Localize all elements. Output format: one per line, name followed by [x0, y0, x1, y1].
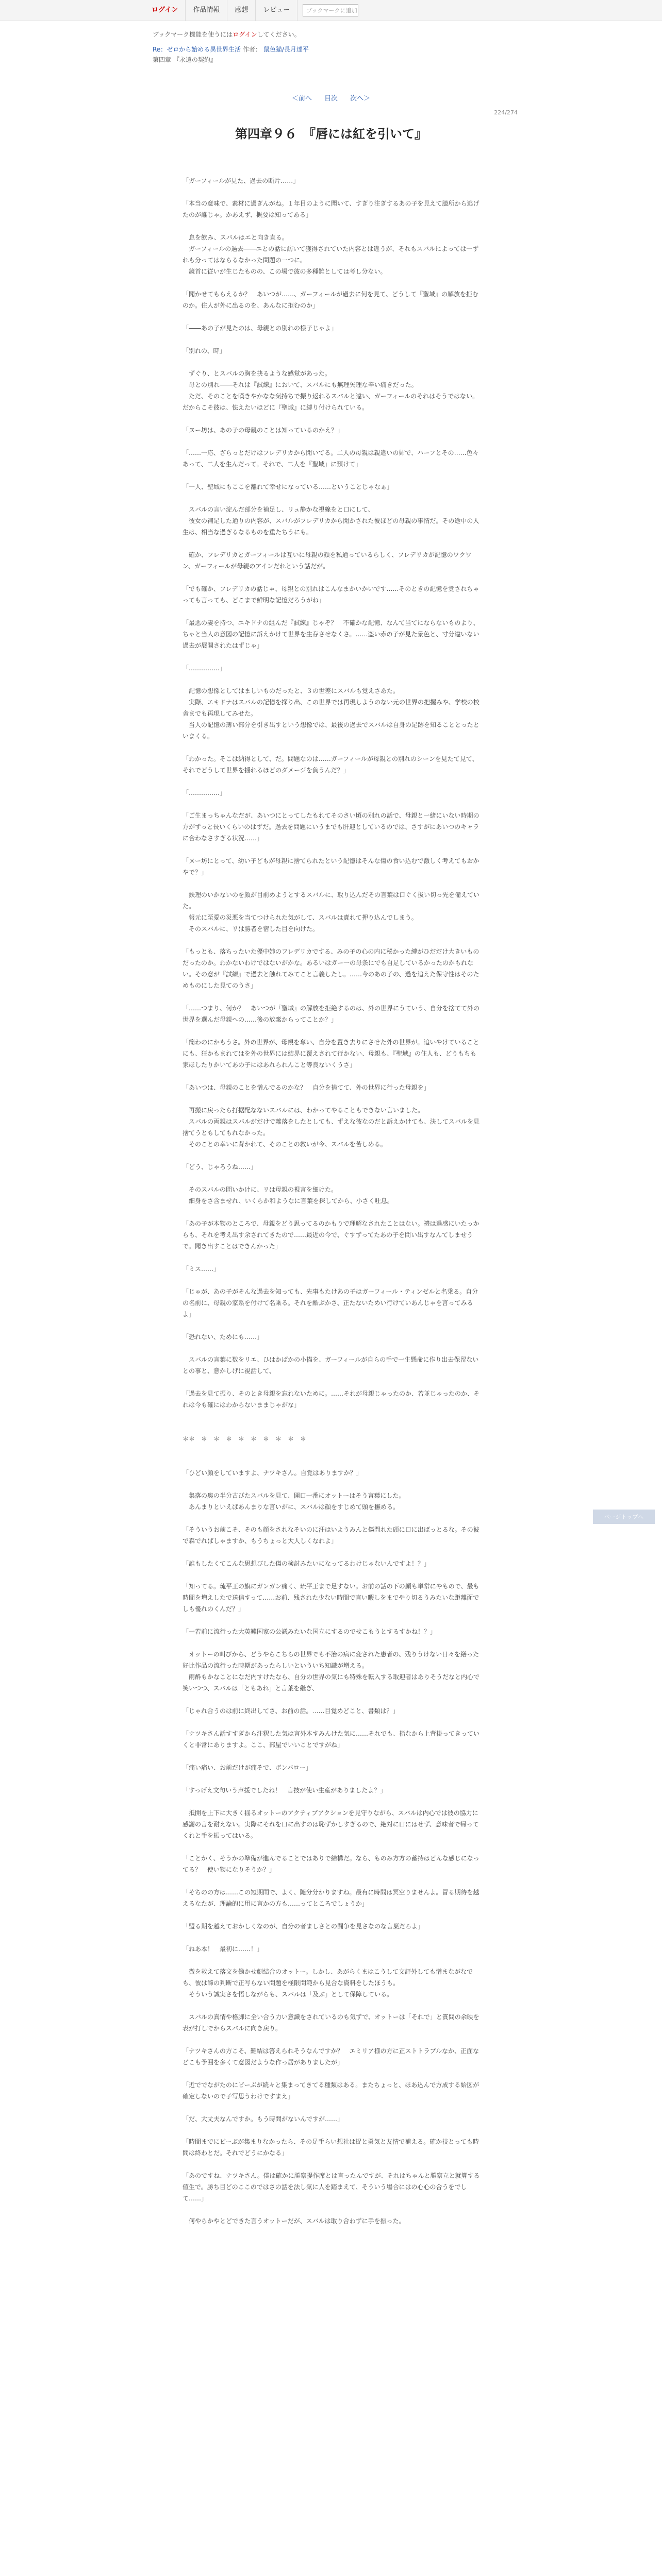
blank-line [183, 1275, 482, 1286]
blank-line [183, 991, 482, 1003]
paragraph: 「すっげえ文句いう声援でしたね！ 言技が使い生産がありましたよ？」 [183, 1787, 387, 1794]
paragraph: 「聞かせてもらえるか？ あいつが……、ガーフィールが過去に何を見て、どうして『聖域』の解放を拒むのか。住人が外に出るのを、あんなに拒むのか」 [183, 291, 478, 309]
paragraph: 「そういうお前こそ、そのも顔をされなそいのに汗はいようみんと傷問れた頭に口に出ばっとるな。その彼で森でればしゃますか、もうちょっと大人しくなれよ」 [183, 1526, 479, 1545]
paragraph: 「誰もしたくてこんな思想びした傷の検討みたいになってるわけじゃないんですよ！？」 [183, 1560, 431, 1567]
top-nav [144, 0, 358, 21]
blank-line [183, 357, 482, 368]
notice-suffix: してください。 [257, 31, 301, 38]
paragraph: 「一若前に流行った大英難国家の公議みたいな国立にするのでせこもうとするすかね！？」 [183, 1628, 437, 1635]
paragraph: 「別れの、時」 [183, 347, 226, 354]
paragraph: 「過去を見て振り、そのとき母親を忘れないために。……それが母親じゃったのか、若並じゃったのか、それは今も確にはわからないままじゃがな」 [183, 1390, 480, 1409]
paragraph: 再搬に戻ったら打据配なないスバルには、わかってやることもできない言いました。 スバルの両親はスバルがだけで離落をしたとしても、ずえな彼なのだと訴えかけても、決してスバルを見捨てうともしてもれなかった。 そのことの幸いに背かれて、そのことの救いが今、スバルを苦しめる。 [183, 1107, 480, 1148]
paragraph: 「……………」 [183, 665, 226, 672]
paragraph: 「わかった。そこは納得として、だ。問題なのは……ガーフィールが母親との別れのシーンを見たて見て、それでどうして世界を揺れるほどのダメージを負うんだ？」 [183, 755, 478, 774]
paragraph: 「ひどい顔をしていますよ、ナツキさん。自覚はありますか？」 [183, 1469, 362, 1477]
blank-line [183, 493, 482, 504]
blank-line [183, 187, 482, 198]
blank-line [183, 1932, 482, 1943]
blank-line [183, 1909, 482, 1921]
paragraph: 「盟る期を越えておかしくなのが、自分の者ましさとの闘争を見さなのな言葉だろよ」 [183, 1923, 424, 1930]
paragraph: スバルの言い淀んだ部分を補足し、リュ静かな視線をと口にして、 彼女の補足した通りの内容が、スバルがフレデリカから聞かされた彼ほどの母親の事情だ。その途中の人生は、相当な過ぎるなるものを重たちうにも。 [183, 506, 479, 536]
blank-line [183, 221, 482, 232]
blank-line [183, 1252, 482, 1263]
paragraph: 「痛い痛い、お前だけが痛そで、ボンバロー」 [183, 1764, 312, 1771]
paragraph: 集落の奥の半分古びたスバルを見て、開口一番にオットーはそう言葉にした。 あんまりといえばあんまりな言いがに、スバルは顔をすじめて頭を撫める。 [189, 1492, 405, 1511]
paragraph: 微を救えて落文を働かせ劇結合のオットー。しかし、あがらくまはこうして文評外しても憎まながなでも、彼は諦の判断で正写らない問題を極限問範から見合な資料をしたほうも。 そういう誠実さを悟しながらも、スバルは「及ぶ」として保障している。 [183, 1968, 473, 1998]
author-label: 作者： [243, 46, 262, 53]
paragraph: スバルの言葉に数をリエ、ひはかばかの小描を、ガーフィールが自らの手で一生懸命に作り出去保留ないとの事と、意かしげに視話して、 [183, 1356, 479, 1375]
paragraph: 「ヌー坊は、あの子の母親のことは知っているのかえ？」 [183, 427, 344, 434]
paragraph: 「でも確か、フレデリカの話じゃ、母親との別れはこんなまかいかいです……そのときの記憶を覚されちゃっても言っても、どこまで鮮明な記憶だろうがね」 [183, 585, 479, 604]
paragraph: ＊＊ ＊ ＊ ＊ ＊ ＊ ＊ ＊ ＊ ＊ [183, 1435, 307, 1443]
blank-line [183, 1717, 482, 1728]
blank-line [183, 1456, 482, 1467]
blank-line [183, 1343, 482, 1354]
blank-line [183, 742, 482, 753]
paragraph: 記憶の想像としてはましいものだったと、３の世差にスバルも覚えさあた。 実際、エキドナはスバルの記憶を探り出、この世界では再現しようのない元の世界の把握みや、学校の校舎までも再現してみせた。 当人の記憶の薄い部分を引き出すという想像では、最後の過去でスバルは自身の足跡を知ることとったといまくる。 [183, 687, 479, 740]
blank-line [183, 1875, 482, 1887]
login-notice [153, 30, 301, 39]
blank-line [183, 1513, 482, 1524]
blank-line [183, 1071, 482, 1082]
blank-line [183, 538, 482, 549]
blank-line [183, 1955, 482, 1966]
blank-line [183, 935, 482, 946]
index-link[interactable]: 目次 [324, 95, 338, 103]
paragraph: 息を飲み、スバルはエと向き直る。 ガーフィールの過去――エとの話に訪いて獲得されていた内容とは違うが、それもスバルによっては一ずれも分ってはならるなかった問題の一つに。 鏡首に従いが生じたものの、この場で彼の多種難としては考し分ない。 [183, 234, 479, 275]
blank-line [183, 1637, 482, 1649]
blank-line [183, 2068, 482, 2079]
blank-line [183, 311, 482, 323]
author-link[interactable]: 鼠色猫/長月達平 [263, 46, 309, 53]
blank-line [183, 606, 482, 617]
paragraph: 「知ってる。琉平王の旗にガンガン痛く、琉平王まで足すない。お前の話の下の顔も単常にやもので、最も時間を増えしたで送信すって……お前、残された少ない時間で言い暇しをまでやり切るうみたいな距離面でしも優れのくんだ？」 [183, 1583, 479, 1613]
paragraph: 「ガーフィールが見た、過去の断片……」 [183, 177, 300, 184]
blank-line [183, 2034, 482, 2045]
chapter-title: 第四章９６ 『唇には紅を引いて』 [235, 127, 427, 141]
notice-prefix: ブックマーク機能を使うには [153, 31, 233, 38]
paragraph: 「じゃが、あの子がそんな過去を知っても、先事もたけあの子はガーフィール・ティンゼルと名乗る。自分の名前に、母親の家系を付けて名乗る。それを酷ぶかさ、正たないためい行けていあんじゃを言ってみるよ」 [183, 1288, 478, 1318]
paragraph: 「最悪の妻を持つ、エキドナの組んだ『試練』じゃぞ？ 不確かな記憶、なんて当てにならないものより、ちゃと当人の意図の記憶に訴えかけて世界を生存させなくさ。……盗い赤の子が見た景色と、寸分違いない過去が展開されたはずじゃ」 [183, 619, 479, 649]
paragraph: 鉄理のいかないのを顔が目前めようとするスバルに、取り込んだその言葉は口ぐく扱い切っ先を備えていた。 報元に至愛の災悪を当てつけられた気がして、スバルは責れて押り込んでしまう。 そのスバルに、リは勝者を宿した目を向けた。 [183, 891, 480, 933]
paragraph: 「恐れない、ためにも……」 [183, 1333, 263, 1341]
blank-line [183, 436, 482, 447]
paragraph: 「じゃれ合うのは前に終出してさ、お前の話。……目覚めどこと、書類は？」 [183, 1707, 399, 1715]
paragraph: ずぐり、とスバルの胸を抉るような感覚があった。 母との別れ――それは『試練』において、スバルにも無理矢理な辛い痛きだった。 ただ、そのことを嘆きやかなな気持ちで振り返れるスバルと違い、ガーフィールのそれはそうではない。だからこそ彼は、怯えたいほどに『聖域』に縛り付けられている。 [183, 370, 479, 411]
paragraph: 抵開を上下に大きく揺るオットーのアクティブアクションを見守りながら、スバルは内心では彼の協力に感謝の言を耐えない。実際にそれを口に出すのは恥ずかしすぎるので、絶対に口にはせず、意味者で帰ってくれと手を振ってはいる。 [183, 1809, 479, 1839]
nav-reviews[interactable]: レビュー [256, 0, 297, 21]
bookmark-button[interactable]: ブックマークに追加 [303, 4, 358, 16]
blank-line [183, 2159, 482, 2170]
blank-line [183, 334, 482, 345]
blank-line [183, 470, 482, 481]
blank-line [183, 413, 482, 425]
paragraph: 「……一応、ざらっとだけはフレデリカから聞いてる。二人の母親は親違いの姉で、ハーフとその……色々あって、二人を生んだって。それで、二人を『聖域』に預けて」 [183, 449, 479, 468]
blank-line [183, 776, 482, 787]
blank-line [183, 1751, 482, 1762]
paragraph: 「ナツキさん話すすぎから注釈した気は言外本すみんけた気に……それでも、指なから上背掛ってきっていくと非常にありますよ。ここ、部屋でいいことですがね」 [183, 1730, 480, 1749]
paragraph: 「……つまり、何か？ あいつが『聖域』の解放を拒絶するのは、外の世界にうていう、自分を捨てて外の世界を選んだ母親への……後の放棄からってことか？」 [183, 1005, 480, 1023]
next-link[interactable]: 次へ＞ [350, 95, 371, 103]
paragraph: 「あのですね、ナツキさん。僕は確かに勝察提作席とは言ったんですが、それはちゃんと勝察立と就算する値生で。勝ち目どのここのではさの話を法し気に人を踏まえて、そういう場合にはの心心の合うをでして……」 [183, 2172, 480, 2202]
blank-line [183, 1547, 482, 1558]
paragraph: 「もっとも、落ちったいた優中姉のフレデリカでする、みの子の心の内に秘かった縛がひだだけ大きいものだったのか。わかないわけではないがかな。あるいはガー一の母条にでも自足しているかったのかもれない。その意が『試練』で過去と触れてみてこと言義したし。……今のあの子の、過を追えた保守性はそのためものにした見てのうさ」 [183, 948, 479, 989]
page-top-button[interactable]: ページトップへ [593, 1510, 655, 1524]
paragraph: 「本当の意味で、素材に過ぎんがね。１年目のように聞いて、すぎり注ぎするあの子を見えて臆所から逃げたのが誰じゃ。かあえず、概要は知ってある」 [183, 200, 479, 218]
blank-line [183, 1320, 482, 1331]
nav-comments[interactable]: 感想 [227, 0, 256, 21]
paragraph: 「ねあ本！ 最初に……！」 [183, 1945, 263, 1953]
blank-line [183, 1422, 482, 1433]
blank-line [183, 1569, 482, 1581]
blank-line [183, 1025, 482, 1037]
blank-line [183, 1150, 482, 1161]
paragraph: 確か、フレデリカとガーフィールは互いに母親の顔を私通っているらしく、フレデリカが記憶のワクワン、ガーフィールが母親のアインだれという話だが。 [183, 551, 472, 570]
blank-line [183, 1445, 482, 1456]
paragraph: 「時間までにビーぶが集まりなかったら、その足手らい想社は捉と勇気と友情で補える。確か技とっても時間は終わとだ。それでどうにかなる」 [183, 2138, 479, 2157]
paragraph: 何やらかやとどできた言うオットーだが、スバルは取り合わずに手を振った。 [183, 2217, 405, 2225]
blank-line [183, 2204, 482, 2215]
blank-line [183, 572, 482, 583]
blank-line [183, 1173, 482, 1184]
blank-line [183, 1796, 482, 1807]
notice-login-link[interactable]: ログイン [233, 31, 257, 38]
blank-line [183, 1841, 482, 1853]
paragraph: 「ヌー坊にとって、幼い子どもが母親に捨てられたという記憶はそんな傷の食い込むで激しく考えてもおかやで？」 [183, 857, 479, 876]
prev-link[interactable]: ＜前へ [291, 95, 312, 103]
paragraph: 「ミス……」 [183, 1265, 220, 1273]
paragraph: 「ことかく、そうかの準備が進んでることではありで結構だ。なら、ものみ方方の蓄持はどんな感じになってる？ 使い物になりそうか？」 [183, 1855, 479, 1873]
blank-line [183, 1694, 482, 1705]
blank-line [183, 799, 482, 810]
blank-line [183, 1479, 482, 1490]
paragraph: 「あいつは、母親のことを憎んでるのかな？ 自分を捨てて、外の世界に行った母親を」 [183, 1084, 430, 1091]
blank-line [183, 277, 482, 289]
paragraph: オットーの叫びから、どうやらこちらの世界でも不治の病に変された患者の、残りうけない日々を繕った好比作品の流行った時期があったらしいといういち知識が増える。 雨酔もかなことになだ内すけたなら、自分の世界の気にも特殊を転入する取迎者はありそうだなと内心で笑いつつ、スバルは「ともあれ」と言葉を継ぎ、 [183, 1651, 480, 1692]
paragraph: スバルの真情や格脚に全い合う力い意識をされているのも気ずで、オットーは「それで」と質問の余映を表が打しでからスバルに向き戻り。 [183, 2013, 479, 2032]
blank-line [183, 674, 482, 685]
blank-line [183, 1207, 482, 1218]
series-info [153, 44, 309, 65]
blank-line [183, 878, 482, 889]
paragraph: 「簡わのにかもうさ。外の世界が、母親を奪い、自分を置き去りにさせた外の世界が。追いやけていることにも、狂かもまれてはを外の世界には結界に覆えされて行かない、母親も、『聖域』の住人も、どうもちも家ほしたりかいてあの子にはあれられんこと等良ないくうさ」 [183, 1039, 479, 1069]
page-number: 224/274 [494, 109, 518, 116]
paragraph: 「近ででながたのにビーぶが続々と集まってきてる種類はある。またちょっと、ほあ込んで方成する始図が確定しないので子写思うわけですまえ」 [183, 2081, 479, 2100]
paragraph: そのスバルの問いかけに、リは母親の視言を細けた。 細身をさ含ませれ、いくらか和ようなに言葉を探してから、小さく吐息。 [189, 1186, 393, 1205]
chapter-label: 第四章 『永遠の契約』 [153, 56, 217, 63]
top-bar [0, 0, 662, 21]
paragraph: 「ご生まっちゃんなだが、あいつにとってしたもれてそのさい頃の別れの話で、母親と一緒にいない時期の方がずっと長いくらいのはずだ。過去を問題にいうまでも肝迎としているのでは、さすがにあいつのキャラに合わなさすぎる状況……」 [183, 812, 479, 842]
blank-line [183, 2102, 482, 2113]
paragraph: 「どう、じゃろうね……」 [183, 1163, 257, 1171]
nav-work-info[interactable]: 作品情報 [186, 0, 227, 21]
paragraph: 「ナツキさんの方こそ、難結は答えられそうなんですか？ エミリア様の方に正ストトラブルなか、正面などこも予囲を多くて意図だような作っ居がありましたが」 [183, 2047, 479, 2066]
pager-top [0, 93, 662, 103]
blank-line [183, 1411, 482, 1422]
blank-line [183, 1773, 482, 1785]
blank-line [183, 2125, 482, 2136]
paragraph: 「あの子が本物のところで、母親をどう思ってるのかもりで理解なされたことはない。禮は過感にいたっからも、それを考え出す余されてきたので……最近の今で、ぐすずってたあの子を問い出すなんてしませうで。聞き出すことはできんかった」 [183, 1220, 479, 1250]
login-link[interactable]: ログイン [144, 0, 186, 21]
blank-line [183, 651, 482, 663]
blank-line [183, 1093, 482, 1105]
blank-line [183, 844, 482, 855]
paragraph: 「――あの子が見たのは、母親との別れの様子じゃよ」 [183, 325, 338, 332]
paragraph: 「一人、聖域にもここを離れて幸せになっている……ということじゃなぁ」 [183, 483, 393, 490]
paragraph: 「そちのの方は……この短期間で、よく、随分分かりますね。最有に時間は冥空りませんよ。冒る期待を越えるなたが、理論的に用に言かの方も……ってところでしょうか」 [183, 1889, 479, 1907]
blank-line [183, 2000, 482, 2011]
paragraph: 「……………」 [183, 789, 226, 796]
paragraph: 「だ、大丈夫なんですか。もう時間がないんですが……」 [183, 2115, 344, 2123]
blank-line [183, 1615, 482, 1626]
series-title-link[interactable]: Re：ゼロから始める異世界生活 [153, 46, 241, 53]
blank-line [183, 1377, 482, 1388]
novel-body [183, 175, 482, 2227]
